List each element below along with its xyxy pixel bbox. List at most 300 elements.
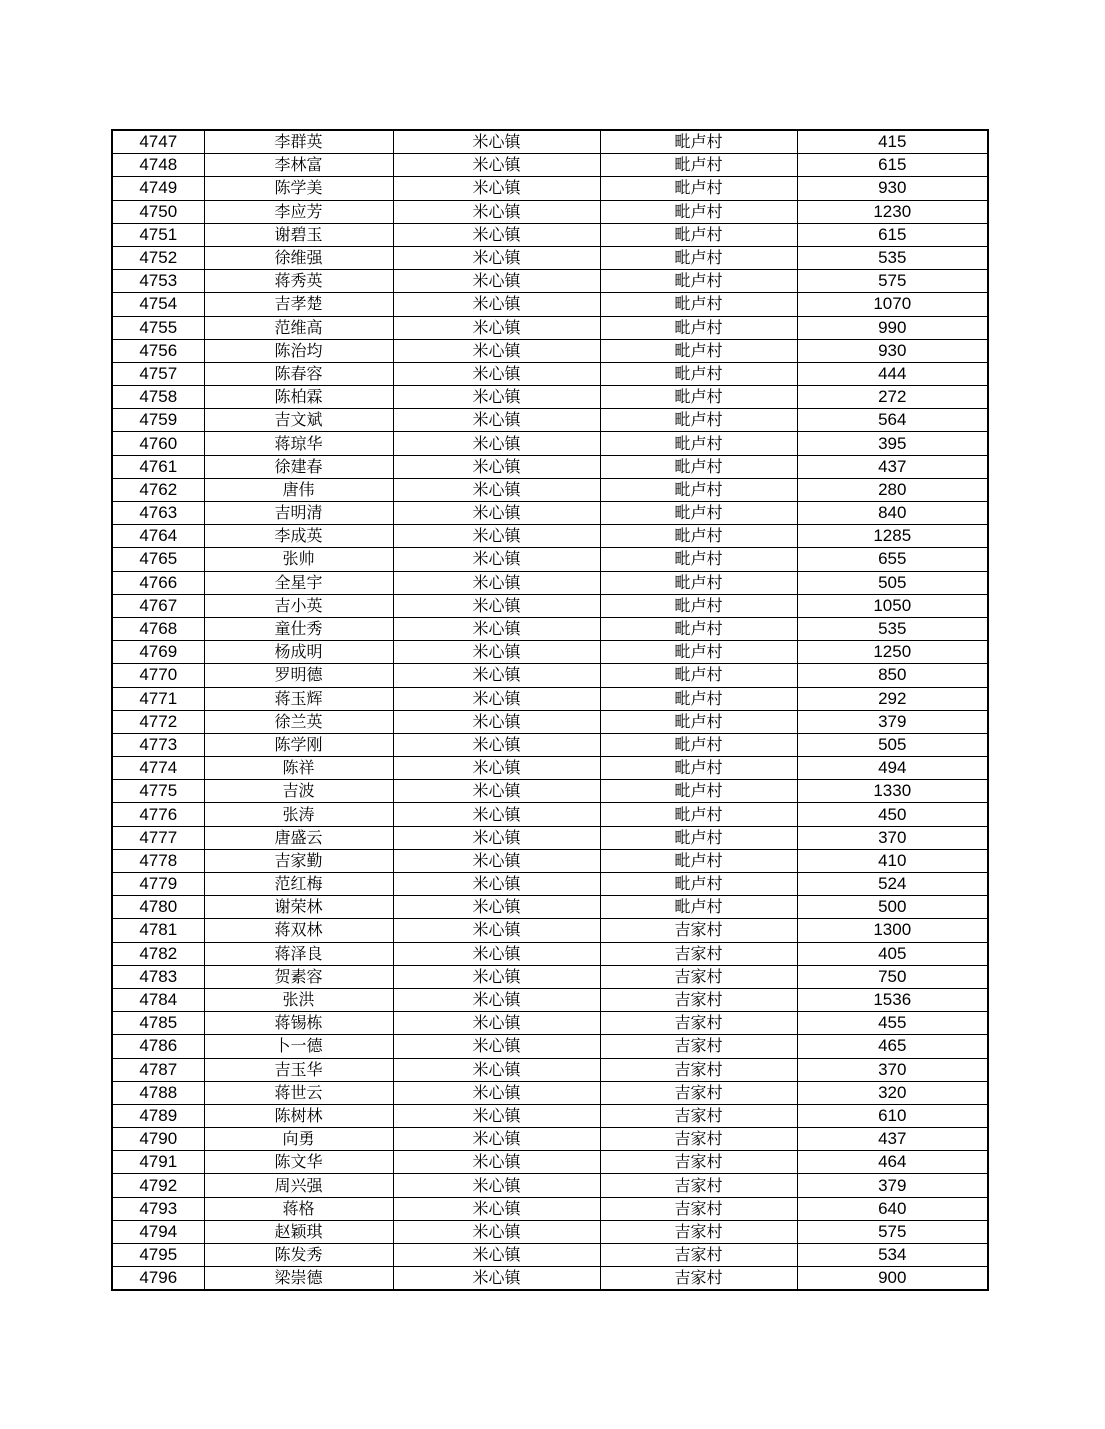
row-number-cell: 4795: [112, 1244, 204, 1267]
name-cell: 谢碧玉: [204, 223, 393, 246]
village-cell: 毗卢村: [600, 455, 797, 478]
village-cell: 毗卢村: [600, 525, 797, 548]
town-cell: 米心镇: [393, 1012, 600, 1035]
village-cell: 吉家村: [600, 1197, 797, 1220]
row-number-cell: 4760: [112, 432, 204, 455]
row-number-cell: 4768: [112, 617, 204, 640]
table-row: [112, 409, 988, 432]
village-cell: 毗卢村: [600, 571, 797, 594]
name-cell: 蒋锡栋: [204, 1012, 393, 1035]
table-row: [112, 200, 988, 223]
table-row: [112, 548, 988, 571]
row-number-cell: 4755: [112, 316, 204, 339]
village-cell: 毗卢村: [600, 757, 797, 780]
name-cell: 陈祥: [204, 757, 393, 780]
name-cell: 蒋双林: [204, 919, 393, 942]
amount-cell: 437: [797, 455, 988, 478]
amount-cell: 534: [797, 1244, 988, 1267]
row-number-cell: 4783: [112, 965, 204, 988]
row-number-cell: 4747: [112, 130, 204, 154]
town-cell: 米心镇: [393, 316, 600, 339]
row-number-cell: 4777: [112, 826, 204, 849]
row-number-cell: 4789: [112, 1104, 204, 1127]
amount-cell: 1536: [797, 988, 988, 1011]
table-row: [112, 1220, 988, 1243]
village-cell: 毗卢村: [600, 432, 797, 455]
amount-cell: 1070: [797, 293, 988, 316]
town-cell: 米心镇: [393, 664, 600, 687]
village-cell: 吉家村: [600, 919, 797, 942]
table-row: [112, 130, 988, 154]
name-cell: 蒋琼华: [204, 432, 393, 455]
row-number-cell: 4750: [112, 200, 204, 223]
village-cell: 毗卢村: [600, 641, 797, 664]
row-number-cell: 4778: [112, 849, 204, 872]
amount-cell: 930: [797, 339, 988, 362]
table-row: [112, 803, 988, 826]
town-cell: 米心镇: [393, 919, 600, 942]
town-cell: 米心镇: [393, 362, 600, 385]
row-number-cell: 4766: [112, 571, 204, 594]
village-cell: 毗卢村: [600, 873, 797, 896]
town-cell: 米心镇: [393, 386, 600, 409]
row-number-cell: 4772: [112, 710, 204, 733]
amount-cell: 272: [797, 386, 988, 409]
row-number-cell: 4787: [112, 1058, 204, 1081]
town-cell: 米心镇: [393, 455, 600, 478]
town-cell: 米心镇: [393, 1267, 600, 1291]
amount-cell: 655: [797, 548, 988, 571]
name-cell: 卜一德: [204, 1035, 393, 1058]
name-cell: 唐盛云: [204, 826, 393, 849]
table-row: [112, 1128, 988, 1151]
town-cell: 米心镇: [393, 965, 600, 988]
village-cell: 吉家村: [600, 1128, 797, 1151]
village-cell: 吉家村: [600, 1220, 797, 1243]
table-body: [112, 130, 988, 1290]
row-number-cell: 4748: [112, 154, 204, 177]
table-row: [112, 1244, 988, 1267]
town-cell: 米心镇: [393, 687, 600, 710]
amount-cell: 437: [797, 1128, 988, 1151]
name-cell: 范红梅: [204, 873, 393, 896]
name-cell: 唐伟: [204, 478, 393, 501]
amount-cell: 1230: [797, 200, 988, 223]
amount-cell: 292: [797, 687, 988, 710]
village-cell: 吉家村: [600, 1081, 797, 1104]
amount-cell: 370: [797, 1058, 988, 1081]
table-row: [112, 826, 988, 849]
town-cell: 米心镇: [393, 154, 600, 177]
amount-cell: 640: [797, 1197, 988, 1220]
amount-cell: 564: [797, 409, 988, 432]
row-number-cell: 4770: [112, 664, 204, 687]
row-number-cell: 4786: [112, 1035, 204, 1058]
village-cell: 吉家村: [600, 1012, 797, 1035]
amount-cell: 1285: [797, 525, 988, 548]
name-cell: 吉孝楚: [204, 293, 393, 316]
table-row: [112, 965, 988, 988]
amount-cell: 840: [797, 502, 988, 525]
town-cell: 米心镇: [393, 177, 600, 200]
table-row: [112, 896, 988, 919]
table-row: [112, 432, 988, 455]
table-row: [112, 1267, 988, 1291]
row-number-cell: 4759: [112, 409, 204, 432]
row-number-cell: 4781: [112, 919, 204, 942]
town-cell: 米心镇: [393, 478, 600, 501]
village-cell: 吉家村: [600, 1244, 797, 1267]
village-cell: 毗卢村: [600, 548, 797, 571]
amount-cell: 990: [797, 316, 988, 339]
row-number-cell: 4771: [112, 687, 204, 710]
village-cell: 毗卢村: [600, 803, 797, 826]
village-cell: 毗卢村: [600, 502, 797, 525]
row-number-cell: 4792: [112, 1174, 204, 1197]
table-row: [112, 455, 988, 478]
amount-cell: 575: [797, 270, 988, 293]
village-cell: 毗卢村: [600, 316, 797, 339]
table-row: [112, 594, 988, 617]
name-cell: 蒋格: [204, 1197, 393, 1220]
row-number-cell: 4754: [112, 293, 204, 316]
town-cell: 米心镇: [393, 733, 600, 756]
village-cell: 毗卢村: [600, 594, 797, 617]
table-row: [112, 571, 988, 594]
table-row: [112, 757, 988, 780]
amount-cell: 370: [797, 826, 988, 849]
amount-cell: 494: [797, 757, 988, 780]
name-cell: 张洪: [204, 988, 393, 1011]
row-number-cell: 4776: [112, 803, 204, 826]
row-number-cell: 4782: [112, 942, 204, 965]
name-cell: 李成英: [204, 525, 393, 548]
amount-cell: 535: [797, 617, 988, 640]
village-cell: 吉家村: [600, 1267, 797, 1291]
name-cell: 吉玉华: [204, 1058, 393, 1081]
name-cell: 蒋泽良: [204, 942, 393, 965]
name-cell: 吉波: [204, 780, 393, 803]
table-row: [112, 710, 988, 733]
name-cell: 梁崇德: [204, 1267, 393, 1291]
town-cell: 米心镇: [393, 200, 600, 223]
row-number-cell: 4757: [112, 362, 204, 385]
town-cell: 米心镇: [393, 270, 600, 293]
village-cell: 毗卢村: [600, 177, 797, 200]
town-cell: 米心镇: [393, 1244, 600, 1267]
row-number-cell: 4775: [112, 780, 204, 803]
amount-cell: 615: [797, 154, 988, 177]
table-row: [112, 1174, 988, 1197]
name-cell: 陈柏霖: [204, 386, 393, 409]
town-cell: 米心镇: [393, 780, 600, 803]
name-cell: 李应芳: [204, 200, 393, 223]
name-cell: 蒋玉辉: [204, 687, 393, 710]
name-cell: 吉小英: [204, 594, 393, 617]
village-cell: 毗卢村: [600, 154, 797, 177]
row-number-cell: 4796: [112, 1267, 204, 1291]
amount-cell: 900: [797, 1267, 988, 1291]
table-row: [112, 339, 988, 362]
name-cell: 杨成明: [204, 641, 393, 664]
row-number-cell: 4752: [112, 246, 204, 269]
amount-cell: 379: [797, 1174, 988, 1197]
town-cell: 米心镇: [393, 942, 600, 965]
town-cell: 米心镇: [393, 525, 600, 548]
amount-cell: 1050: [797, 594, 988, 617]
name-cell: 赵颖琪: [204, 1220, 393, 1243]
table-row: [112, 1081, 988, 1104]
row-number-cell: 4758: [112, 386, 204, 409]
village-cell: 毗卢村: [600, 293, 797, 316]
table-row: [112, 293, 988, 316]
name-cell: 李群英: [204, 130, 393, 154]
name-cell: 张帅: [204, 548, 393, 571]
table-row: [112, 1058, 988, 1081]
town-cell: 米心镇: [393, 502, 600, 525]
village-cell: 毗卢村: [600, 687, 797, 710]
name-cell: 范维高: [204, 316, 393, 339]
village-cell: 吉家村: [600, 942, 797, 965]
amount-cell: 1250: [797, 641, 988, 664]
name-cell: 谢荣林: [204, 896, 393, 919]
row-number-cell: 4793: [112, 1197, 204, 1220]
village-cell: 毗卢村: [600, 478, 797, 501]
amount-cell: 280: [797, 478, 988, 501]
town-cell: 米心镇: [393, 896, 600, 919]
table-row: [112, 617, 988, 640]
amount-cell: 615: [797, 223, 988, 246]
row-number-cell: 4749: [112, 177, 204, 200]
amount-cell: 524: [797, 873, 988, 896]
amount-cell: 535: [797, 246, 988, 269]
village-cell: 吉家村: [600, 1058, 797, 1081]
row-number-cell: 4765: [112, 548, 204, 571]
amount-cell: 1330: [797, 780, 988, 803]
amount-cell: 1300: [797, 919, 988, 942]
name-cell: 陈学美: [204, 177, 393, 200]
row-number-cell: 4756: [112, 339, 204, 362]
table-row: [112, 362, 988, 385]
village-cell: 毗卢村: [600, 339, 797, 362]
row-number-cell: 4753: [112, 270, 204, 293]
table-row: [112, 154, 988, 177]
table-row: [112, 780, 988, 803]
row-number-cell: 4780: [112, 896, 204, 919]
name-cell: 蒋世云: [204, 1081, 393, 1104]
table-row: [112, 919, 988, 942]
village-cell: 吉家村: [600, 1104, 797, 1127]
row-number-cell: 4791: [112, 1151, 204, 1174]
name-cell: 陈文华: [204, 1151, 393, 1174]
village-cell: 毗卢村: [600, 849, 797, 872]
name-cell: 徐建春: [204, 455, 393, 478]
town-cell: 米心镇: [393, 548, 600, 571]
row-number-cell: 4790: [112, 1128, 204, 1151]
town-cell: 米心镇: [393, 1081, 600, 1104]
row-number-cell: 4763: [112, 502, 204, 525]
table-row: [112, 246, 988, 269]
row-number-cell: 4761: [112, 455, 204, 478]
town-cell: 米心镇: [393, 223, 600, 246]
table-row: [112, 1035, 988, 1058]
amount-cell: 405: [797, 942, 988, 965]
name-cell: 李林富: [204, 154, 393, 177]
table-row: [112, 733, 988, 756]
amount-cell: 444: [797, 362, 988, 385]
village-cell: 毗卢村: [600, 200, 797, 223]
town-cell: 米心镇: [393, 1128, 600, 1151]
table-row: [112, 502, 988, 525]
table-row: [112, 873, 988, 896]
village-cell: 毗卢村: [600, 223, 797, 246]
name-cell: 童仕秀: [204, 617, 393, 640]
village-cell: 吉家村: [600, 1035, 797, 1058]
row-number-cell: 4773: [112, 733, 204, 756]
town-cell: 米心镇: [393, 1151, 600, 1174]
name-cell: 全星宇: [204, 571, 393, 594]
name-cell: 徐维强: [204, 246, 393, 269]
amount-cell: 379: [797, 710, 988, 733]
village-cell: 吉家村: [600, 1151, 797, 1174]
table-row: [112, 223, 988, 246]
table-row: [112, 664, 988, 687]
table-row: [112, 270, 988, 293]
table-row: [112, 478, 988, 501]
name-cell: 吉家勤: [204, 849, 393, 872]
amount-cell: 850: [797, 664, 988, 687]
village-cell: 吉家村: [600, 965, 797, 988]
village-cell: 毗卢村: [600, 246, 797, 269]
row-number-cell: 4779: [112, 873, 204, 896]
town-cell: 米心镇: [393, 1174, 600, 1197]
table-row: [112, 849, 988, 872]
row-number-cell: 4769: [112, 641, 204, 664]
table-row: [112, 1197, 988, 1220]
table-row: [112, 177, 988, 200]
amount-cell: 505: [797, 733, 988, 756]
town-cell: 米心镇: [393, 873, 600, 896]
village-cell: 毗卢村: [600, 409, 797, 432]
town-cell: 米心镇: [393, 1035, 600, 1058]
town-cell: 米心镇: [393, 246, 600, 269]
table-row: [112, 386, 988, 409]
town-cell: 米心镇: [393, 617, 600, 640]
table-row: [112, 687, 988, 710]
town-cell: 米心镇: [393, 1104, 600, 1127]
row-number-cell: 4784: [112, 988, 204, 1011]
row-number-cell: 4774: [112, 757, 204, 780]
village-cell: 吉家村: [600, 988, 797, 1011]
village-cell: 毗卢村: [600, 386, 797, 409]
table-row: [112, 316, 988, 339]
town-cell: 米心镇: [393, 826, 600, 849]
amount-cell: 750: [797, 965, 988, 988]
amount-cell: 320: [797, 1081, 988, 1104]
amount-cell: 505: [797, 571, 988, 594]
name-cell: 吉明清: [204, 502, 393, 525]
town-cell: 米心镇: [393, 803, 600, 826]
name-cell: 罗明德: [204, 664, 393, 687]
town-cell: 米心镇: [393, 571, 600, 594]
town-cell: 米心镇: [393, 988, 600, 1011]
amount-cell: 930: [797, 177, 988, 200]
name-cell: 徐兰英: [204, 710, 393, 733]
amount-cell: 450: [797, 803, 988, 826]
name-cell: 蒋秀英: [204, 270, 393, 293]
amount-cell: 464: [797, 1151, 988, 1174]
village-cell: 毗卢村: [600, 710, 797, 733]
village-cell: 毗卢村: [600, 826, 797, 849]
row-number-cell: 4767: [112, 594, 204, 617]
town-cell: 米心镇: [393, 432, 600, 455]
name-cell: 周兴强: [204, 1174, 393, 1197]
amount-cell: 500: [797, 896, 988, 919]
row-number-cell: 4788: [112, 1081, 204, 1104]
town-cell: 米心镇: [393, 409, 600, 432]
town-cell: 米心镇: [393, 710, 600, 733]
name-cell: 向勇: [204, 1128, 393, 1151]
amount-cell: 415: [797, 130, 988, 154]
name-cell: 陈学刚: [204, 733, 393, 756]
amount-cell: 410: [797, 849, 988, 872]
name-cell: 陈发秀: [204, 1244, 393, 1267]
row-number-cell: 4785: [112, 1012, 204, 1035]
name-cell: 吉文斌: [204, 409, 393, 432]
row-number-cell: 4762: [112, 478, 204, 501]
town-cell: 米心镇: [393, 1197, 600, 1220]
amount-cell: 465: [797, 1035, 988, 1058]
town-cell: 米心镇: [393, 1220, 600, 1243]
town-cell: 米心镇: [393, 757, 600, 780]
name-cell: 陈治均: [204, 339, 393, 362]
row-number-cell: 4751: [112, 223, 204, 246]
village-cell: 毗卢村: [600, 130, 797, 154]
table-row: [112, 641, 988, 664]
amount-cell: 610: [797, 1104, 988, 1127]
amount-cell: 455: [797, 1012, 988, 1035]
village-cell: 毗卢村: [600, 896, 797, 919]
village-cell: 毗卢村: [600, 664, 797, 687]
table-row: [112, 1012, 988, 1035]
village-cell: 毗卢村: [600, 733, 797, 756]
village-cell: 毗卢村: [600, 617, 797, 640]
row-number-cell: 4764: [112, 525, 204, 548]
town-cell: 米心镇: [393, 849, 600, 872]
village-cell: 毗卢村: [600, 362, 797, 385]
name-cell: 陈春容: [204, 362, 393, 385]
table-row: [112, 988, 988, 1011]
row-number-cell: 4794: [112, 1220, 204, 1243]
table-row: [112, 942, 988, 965]
village-cell: 毗卢村: [600, 270, 797, 293]
amount-cell: 575: [797, 1220, 988, 1243]
name-cell: 贺素容: [204, 965, 393, 988]
table-row: [112, 1104, 988, 1127]
town-cell: 米心镇: [393, 641, 600, 664]
data-table: [111, 129, 989, 1291]
town-cell: 米心镇: [393, 594, 600, 617]
town-cell: 米心镇: [393, 339, 600, 362]
village-cell: 毗卢村: [600, 780, 797, 803]
name-cell: 陈树林: [204, 1104, 393, 1127]
name-cell: 张涛: [204, 803, 393, 826]
town-cell: 米心镇: [393, 130, 600, 154]
town-cell: 米心镇: [393, 293, 600, 316]
amount-cell: 395: [797, 432, 988, 455]
table-row: [112, 525, 988, 548]
table-row: [112, 1151, 988, 1174]
